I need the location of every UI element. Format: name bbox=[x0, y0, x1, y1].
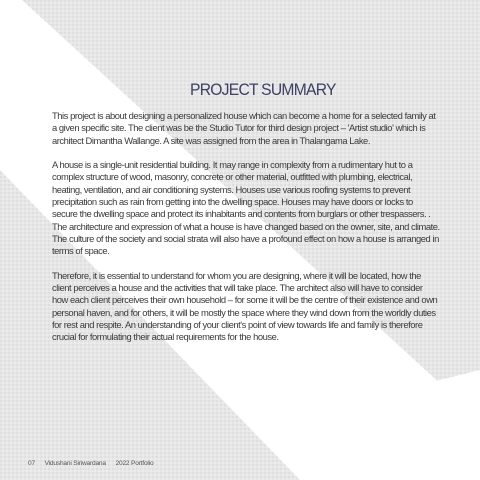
page-number: 07 bbox=[28, 460, 35, 467]
author-name: Vidushani Siriwardana bbox=[44, 460, 106, 467]
page-title: PROJECT SUMMARY bbox=[190, 80, 336, 99]
summary-body bbox=[52, 110, 440, 356]
page-footer bbox=[28, 460, 161, 467]
portfolio-label: 2022 Portfolio bbox=[115, 460, 154, 467]
summary-paragraph: Therefore, it is essential to understand for whom you are designing, where it will be located, how the client perceives a house and the activities that will take place. The architect also will have to consider how each client perceives their own household – for some it will be the centre of their existence and own personal haven, and for others, it will be mostly the space where they wind down from the worldly duties for rest and respite. An understanding of your client's point of view towards life and family is therefore crucial for formulating their actual requirements for the house. bbox=[52, 269, 438, 343]
summary-paragraph: A house is a single-unit residential building. It may range in complexity from a rudimentary hut to a complex structure of wood, masonry, concrete or other material, outfitted with plumbing, electrical, heating, ventilation, and air conditioning systems. Houses use various roofing systems to prevent precipitation such as rain from getting into the dwelling space. Houses may have doors or locks to secure the dwelling space and protect its inhabitants and contents from burglars or other trespassers. . The architecture and expression of what a house is have changed based on the owner, site, and climate. The culture of the society and social strata will also have a profound effect on how a house is arranged in terms of space. bbox=[52, 159, 440, 257]
summary-paragraph: This project is about designing a personalized house which can become a home for a selected family at a given specific site. The client was be the Studio Tutor for third design project – 'Artist studio' which is architect Dimantha Wallange. A site was assigned from the area in Thalangama Lake. bbox=[52, 110, 436, 146]
